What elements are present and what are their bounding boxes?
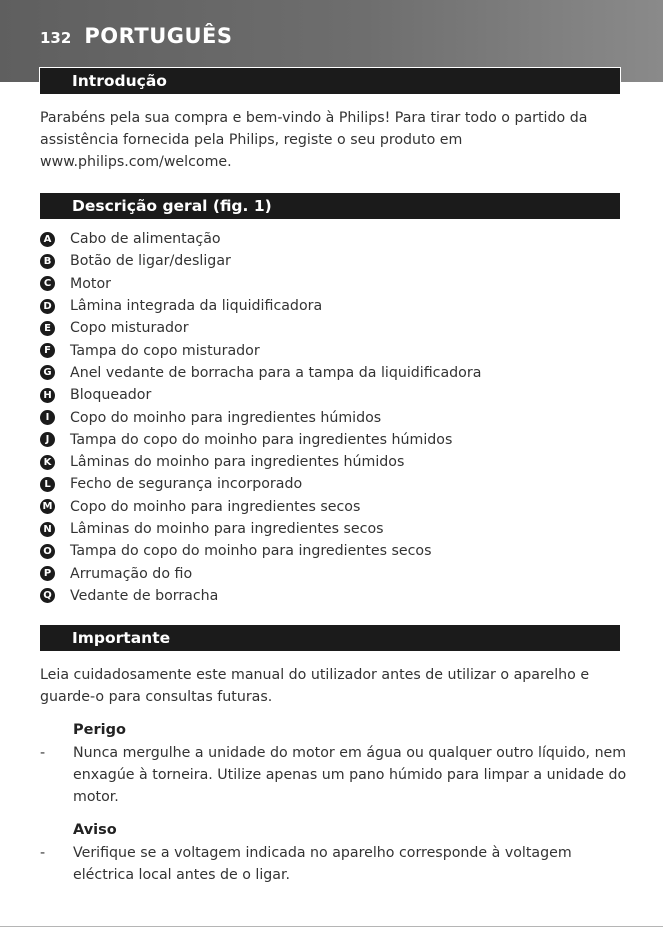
part-label: Anel vedante de borracha para a tampa da liquidificadora	[70, 364, 482, 381]
footer-divider	[0, 926, 663, 927]
letter-badge: B	[40, 254, 55, 269]
section-heading-description: Descrição geral (fig. 1)	[40, 193, 620, 219]
letter-badge: C	[40, 276, 55, 291]
list-item	[40, 295, 630, 317]
part-label: Copo misturador	[70, 320, 189, 337]
letter-badge: A	[40, 232, 55, 247]
list-dash: -	[40, 845, 46, 861]
list-item	[40, 406, 630, 428]
part-label: Lâmina integrada da liquidificadora	[70, 298, 323, 315]
letter-badge: D	[40, 299, 55, 314]
danger-text: Nunca mergulhe a unidade do motor em água ou qualquer outro líquido, nem enxagúe à torneira. Utilize apenas um pano húmido para limpar a unidade do motor.	[73, 745, 627, 805]
part-label: Tampa do copo do moinho para ingredientes húmidos	[70, 431, 453, 448]
letter-badge: L	[40, 477, 55, 492]
section-heading-intro: Introdução	[40, 68, 620, 94]
list-item	[40, 317, 630, 339]
part-label: Copo do moinho para ingredientes húmidos	[70, 409, 382, 426]
letter-badge: P	[40, 566, 55, 581]
warning-item	[40, 842, 630, 886]
list-item	[40, 339, 630, 361]
language-title: PORTUGUÊS	[84, 24, 233, 48]
letter-badge: N	[40, 522, 55, 537]
part-label: Arrumação do fio	[70, 565, 193, 582]
intro-paragraph: Parabéns pela sua compra e bem-vindo à Philips! Para tirar todo o partido da assistência fornecida pela Philips, registe o seu produto em www.philips.com/welcome.	[40, 110, 588, 170]
list-item	[40, 562, 630, 584]
list-item	[40, 429, 630, 451]
letter-badge: O	[40, 544, 55, 559]
list-item	[40, 250, 630, 272]
letter-badge: M	[40, 499, 55, 514]
warning-heading: Aviso	[73, 822, 117, 838]
part-label: Motor	[70, 275, 111, 292]
list-item	[40, 362, 630, 384]
part-label: Botão de ligar/desligar	[70, 253, 231, 270]
part-label: Lâminas do moinho para ingredientes secos	[70, 521, 384, 537]
page-number: 132	[40, 29, 72, 47]
section-heading-important: Importante	[40, 625, 620, 651]
letter-badge: G	[40, 365, 55, 380]
parts-list	[40, 228, 630, 607]
part-label: Vedante de borracha	[70, 587, 219, 604]
letter-badge: H	[40, 388, 55, 403]
danger-heading: Perigo	[73, 722, 126, 738]
list-item	[40, 384, 630, 406]
part-label: Bloqueador	[70, 387, 152, 404]
letter-badge: I	[40, 410, 55, 425]
important-paragraph: Leia cuidadosamente este manual do utilizador antes de utilizar o aparelho e guarde-o para consultas futuras.	[40, 667, 590, 705]
warning-text: Verifique se a voltagem indicada no aparelho corresponde à voltagem eléctrica local antes de o ligar.	[73, 845, 572, 883]
danger-item	[40, 742, 630, 808]
part-label: Tampa do copo do moinho para ingredientes secos	[70, 543, 432, 560]
list-item	[40, 518, 630, 540]
letter-badge: J	[40, 432, 55, 447]
list-item	[40, 496, 630, 518]
list-dash: -	[40, 745, 46, 761]
part-label: Lâminas do moinho para ingredientes húmidos	[70, 454, 405, 471]
part-label: Cabo de alimentação	[70, 231, 221, 248]
part-label: Copo do moinho para ingredientes secos	[70, 498, 361, 515]
list-item	[40, 540, 630, 562]
list-item	[40, 473, 630, 495]
list-item	[40, 273, 630, 295]
letter-badge: Q	[40, 588, 55, 603]
letter-badge: K	[40, 455, 55, 470]
part-label: Fecho de segurança incorporado	[70, 476, 303, 493]
part-label: Tampa do copo misturador	[70, 342, 260, 359]
letter-badge: E	[40, 321, 55, 336]
list-item	[40, 228, 630, 250]
list-item	[40, 451, 630, 473]
page-header	[40, 24, 233, 48]
list-item	[40, 585, 630, 607]
letter-badge: F	[40, 343, 55, 358]
